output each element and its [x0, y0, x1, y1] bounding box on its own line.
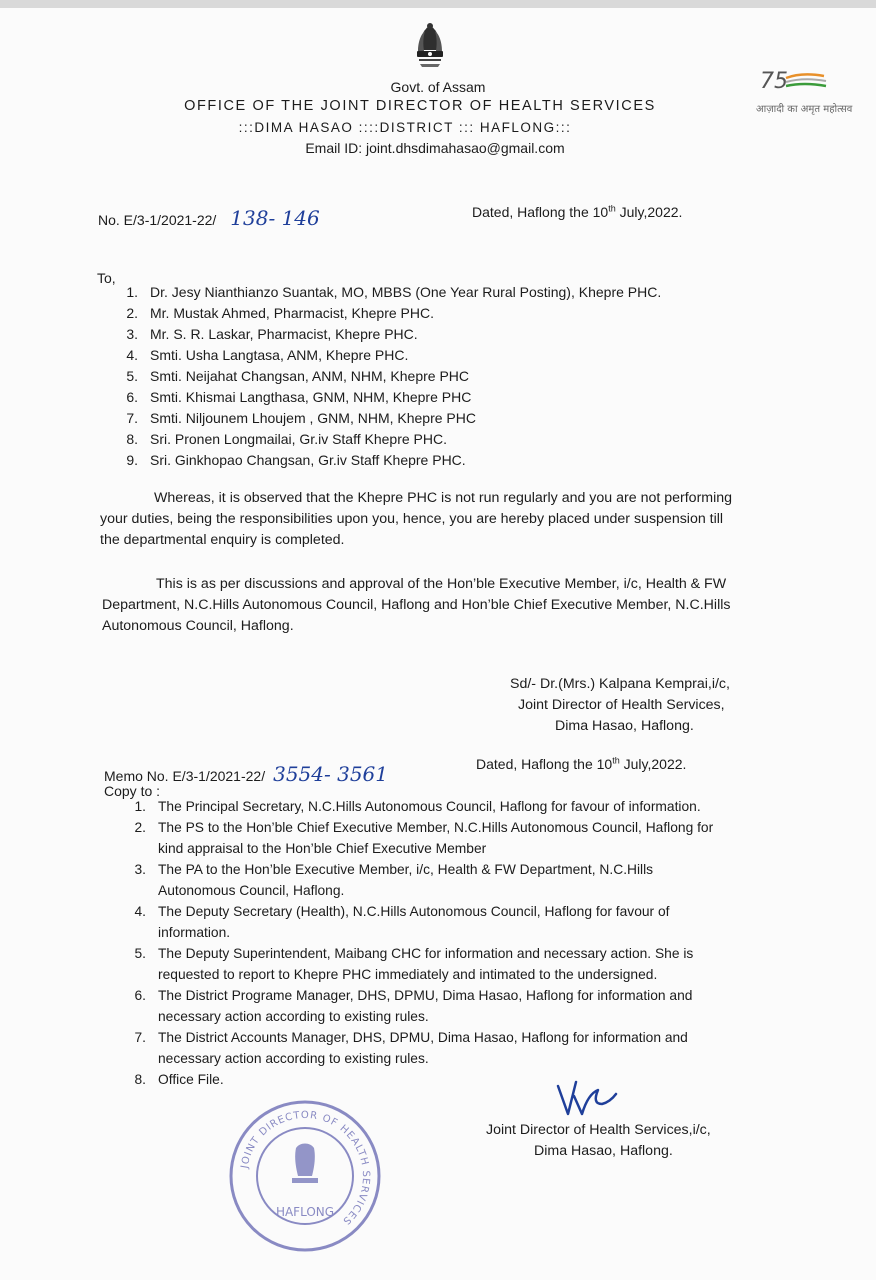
copy-to-list	[126, 796, 713, 1090]
signature-block-1: Sd/- Dr.(Mrs.) Kalpana Kemprai,i/c, Joint Director of Health Services, Dima Hasao, Haflong.	[510, 676, 730, 734]
list-item: 9. Sri. Ginkhopao Changsan, Gr.iv Staff Khepre PHC.	[126, 452, 466, 468]
list-item: 7. The District Accounts Manager, DHS, DPMU, Dima Hasao, Haflong for information and necessary action according to existing rules.	[134, 1030, 688, 1066]
svg-text:आज़ादी का अमृत महोत्सव: आज़ादी का अमृत महोत्सव	[756, 104, 853, 115]
memo-date: Dated, Haflong the 10th July,2022.	[476, 755, 687, 772]
order-date: Dated, Haflong the 10th July,2022.	[472, 203, 683, 220]
state-emblem-icon	[408, 20, 452, 80]
recipient-list	[118, 282, 661, 471]
district-line: :::DIMA HASAO ::::DISTRICT ::: HAFLONG:::	[238, 120, 572, 135]
govt-of-assam: Govt. of Assam	[390, 79, 486, 95]
svg-text:75: 75	[760, 69, 788, 94]
list-item: 6. Smti. Khismai Langthasa, GNM, NHM, Khepre PHC	[126, 389, 472, 405]
handwritten-order-number: 138- 146	[230, 206, 320, 230]
list-item: 7. Smti. Niljounem Lhoujem , GNM, NHM, Khepre PHC	[126, 410, 476, 426]
list-item: 3. Mr. S. R. Laskar, Pharmacist, Khepre PHC.	[126, 326, 418, 342]
approval-paragraph: This is as per discussions and approval of the Hon’ble Executive Member, i/c, Health & FW Department, N.C.Hills Autonomous Council, Haflong and Hon’ble Chief Executive Member, N.C.Hills Autonomous Council, Haflong.	[102, 576, 731, 634]
order-number: No. E/3-1/2021-22/ 138- 146	[98, 206, 320, 230]
list-item: 8. Sri. Pronen Longmailai, Gr.iv Staff Khepre PHC.	[126, 431, 447, 447]
handwritten-signature-icon	[552, 1074, 622, 1124]
suspension-paragraph: Whereas, it is observed that the Khepre PHC is not run regularly and you are not performing your duties, being the responsibilities upon you, hence, you are hereby placed under suspension till the departmental enquiry is completed.	[100, 490, 733, 548]
svg-text:HAFLONG: HAFLONG	[275, 1205, 335, 1219]
official-seal-stamp	[226, 1096, 384, 1256]
list-item: 3. The PA to the Hon’ble Executive Member, i/c, Health & FW Department, N.C.Hills Autonomous Council, Haflong.	[134, 862, 654, 898]
list-item: 1. The Principal Secretary, N.C.Hills Autonomous Council, Haflong for favour of information.	[134, 799, 701, 814]
copy-to-label: Copy to :	[104, 783, 161, 799]
list-item: 4. Smti. Usha Langtasa, ANM, Khepre PHC.	[126, 347, 409, 363]
office-title: OFFICE OF THE JOINT DIRECTOR OF HEALTH SERVICES	[184, 98, 656, 114]
list-item: 5. The Deputy Superintendent, Maibang CHC for information and necessary action. She is requested to report to Khepre PHC immediately and intimated to the undersigned.	[134, 946, 694, 982]
email-line: Email ID: joint.dhsdimahasao@gmail.com	[305, 140, 565, 156]
list-item: 8. Office File.	[134, 1072, 224, 1087]
handwritten-memo-number: 3554- 3561	[273, 762, 389, 786]
list-item: 4. The Deputy Secretary (Health), N.C.Hills Autonomous Council, Haflong for favour of information.	[134, 904, 670, 940]
svg-text:JOINT DIRECTOR OF HEALTH SERVI: JOINT DIRECTOR OF HEALTH SERVICES	[239, 1109, 372, 1227]
list-item: 1. Dr. Jesy Nianthianzo Suantak, MO, MBBS (One Year Rural Posting), Khepre PHC.	[126, 284, 662, 300]
memo-number: Memo No. E/3-1/2021-22/ 3554- 3561	[104, 762, 389, 786]
signature-block-2: Joint Director of Health Services,i/c, Dima Hasao, Haflong.	[486, 1122, 711, 1159]
list-item: 6. The District Programe Manager, DHS, DPMU, Dima Hasao, Haflong for information and necessary action according to existing rules.	[134, 988, 693, 1024]
list-item: 2. Mr. Mustak Ahmed, Pharmacist, Khepre PHC.	[126, 305, 434, 321]
to-label: To,	[97, 270, 116, 286]
list-item: 5. Smti. Neijahat Changsan, ANM, NHM, Khepre PHC	[126, 368, 470, 384]
top-bar	[0, 0, 876, 8]
list-item: 2. The PS to the Hon’ble Chief Executive Member, N.C.Hills Autonomous Council, Haflong for kind appraisal to the Hon’ble Chief Executive Member	[134, 820, 714, 856]
